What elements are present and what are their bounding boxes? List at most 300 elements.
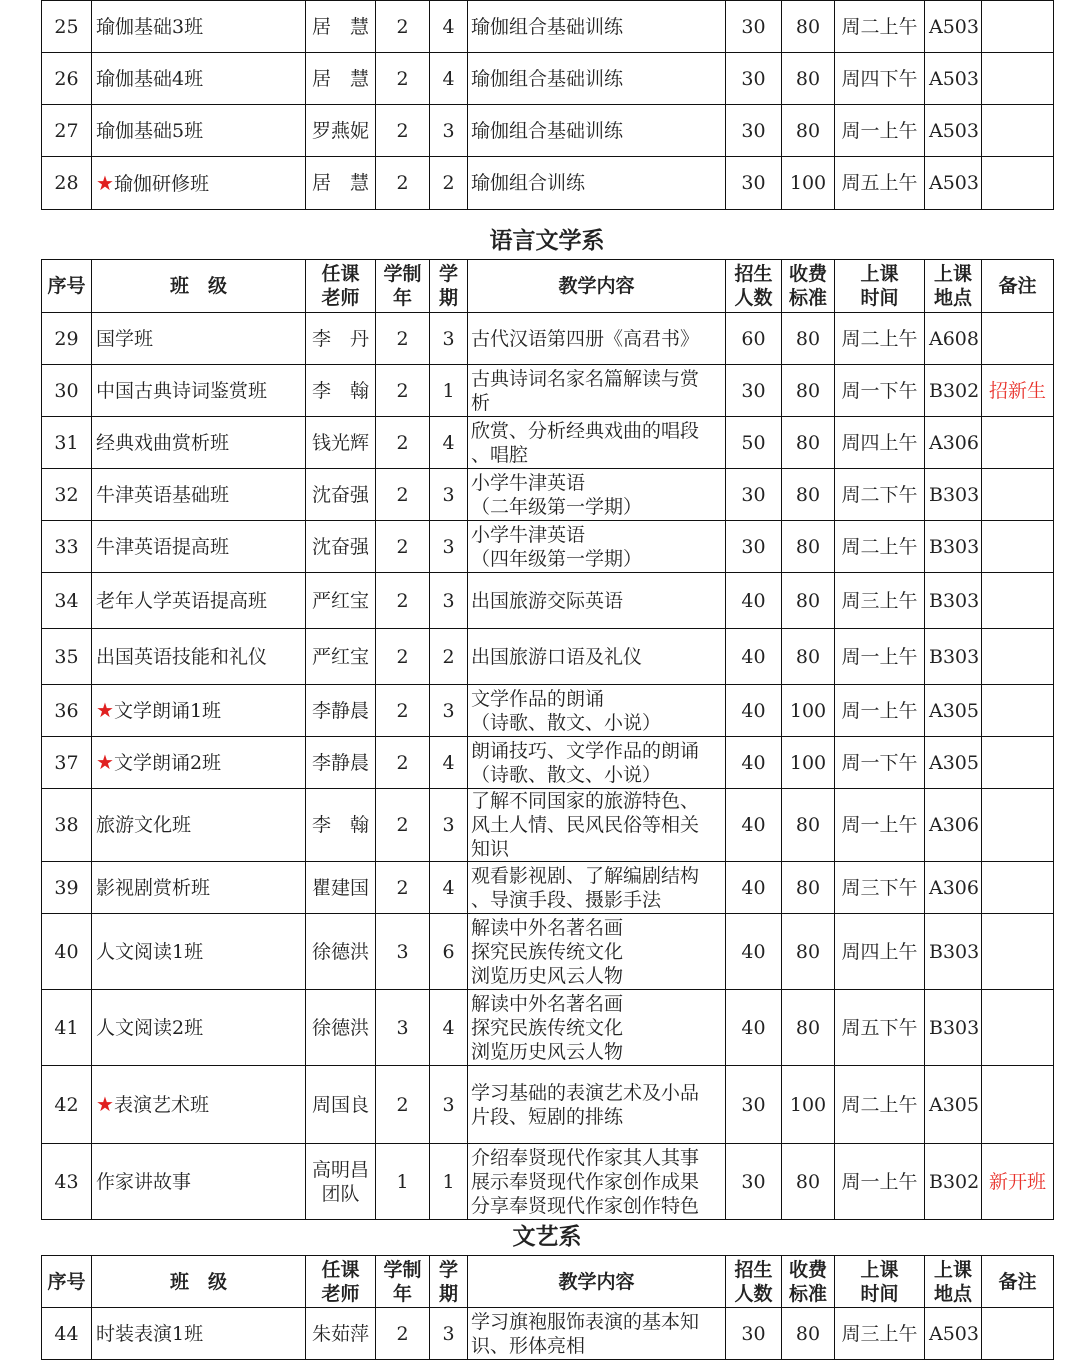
cell-note-text: 新开班 — [988, 1170, 1046, 1193]
cell-time-text: 周一上午 — [841, 699, 918, 722]
cell-years — [376, 990, 430, 1066]
cell-fee-text: 80 — [795, 876, 821, 899]
cell-teacher-text: 高明昌 团队 — [311, 1158, 369, 1205]
cell-enroll-text: 30 — [741, 379, 766, 402]
cell-enroll-text: 40 — [741, 876, 766, 899]
cell-no-text: 33 — [54, 535, 79, 558]
cell-teacher — [306, 1308, 376, 1360]
cell-fee-text: 80 — [795, 15, 821, 38]
cell-enroll — [726, 737, 782, 789]
cell-no-text: 38 — [54, 814, 79, 836]
cell-note — [982, 105, 1054, 157]
cell-note — [982, 862, 1054, 914]
cell-years — [376, 521, 430, 573]
cell-no — [42, 737, 92, 789]
table-row — [42, 914, 1054, 990]
cell-time-text: 周四上午 — [841, 431, 918, 454]
table-row — [42, 53, 1054, 105]
cell-years — [376, 1144, 430, 1220]
cell-teacher — [306, 105, 376, 157]
cell-time — [835, 862, 925, 914]
cell-fee-text: 80 — [795, 645, 821, 668]
star-icon: ★ — [96, 750, 114, 774]
section-title-language: 语言文学系 — [489, 228, 605, 254]
cell-no-text: 31 — [54, 431, 79, 454]
cell-no — [42, 157, 92, 210]
cell-time — [835, 53, 925, 105]
cell-term-text: 3 — [442, 535, 455, 558]
cell-class-name-text: 表演艺术班 — [113, 1094, 209, 1116]
cell-term-text: 3 — [442, 589, 455, 612]
table-row — [42, 573, 1054, 629]
cell-teacher — [306, 53, 376, 105]
cell-room-text: A305 — [929, 699, 979, 722]
cell-fee-text: 80 — [795, 940, 821, 963]
cell-time-text: 周一下午 — [841, 379, 918, 402]
cell-fee — [782, 685, 835, 737]
cell-class-name-text: 文学朗诵1班 — [113, 700, 222, 722]
cell-class-name — [92, 990, 306, 1066]
cell-enroll-text: 40 — [741, 751, 766, 774]
cell-no-text: 36 — [54, 699, 79, 722]
cell-enroll-text: 40 — [741, 1016, 766, 1039]
cell-class-name-text: 作家讲故事 — [96, 1170, 192, 1193]
cell-time-text: 周五上午 — [841, 172, 918, 194]
cell-no-text: 34 — [54, 589, 79, 612]
cell-class-name — [92, 105, 306, 157]
cell-class-name-text: 旅游文化班 — [96, 814, 192, 836]
cell-teacher — [306, 365, 376, 417]
cell-fee-text: 80 — [795, 535, 821, 558]
cell-class-name — [92, 862, 306, 914]
cell-years-text: 2 — [396, 483, 409, 506]
cell-room — [925, 573, 982, 629]
section-title-arts: 文艺系 — [512, 1224, 582, 1250]
cell-term-text: 4 — [442, 876, 455, 899]
cell-enroll — [726, 862, 782, 914]
star-icon: ★ — [96, 170, 114, 195]
cell-no-text: 29 — [54, 327, 79, 350]
cell-fee-text: 100 — [789, 1093, 827, 1116]
cell-years — [376, 862, 430, 914]
header-note: 备注 — [982, 1256, 1054, 1308]
cell-class-name-text: 文学朗诵2班 — [113, 752, 222, 774]
cell-class-name-text: 经典戏曲赏析班 — [96, 431, 230, 454]
cell-class-name-text: 中国古典诗词鉴赏班 — [96, 379, 268, 402]
cell-content-text: 欣赏、分析经典戏曲的唱段 、唱腔 — [471, 419, 700, 466]
cell-time — [835, 469, 925, 521]
table-row — [42, 365, 1054, 417]
cell-time — [835, 737, 925, 789]
cell-term — [430, 417, 468, 469]
cell-enroll-text: 30 — [741, 119, 766, 142]
cell-note — [982, 914, 1054, 990]
cell-no — [42, 1, 92, 53]
cell-room-text: A306 — [929, 814, 979, 836]
cell-fee-text: 80 — [795, 589, 821, 612]
header-teacher: 任课 老师 — [306, 1256, 376, 1308]
cell-term-text: 3 — [442, 327, 455, 350]
cell-room — [925, 1066, 982, 1144]
cell-no-text: 39 — [54, 876, 79, 899]
cell-enroll — [726, 417, 782, 469]
cell-teacher-text: 周国良 — [311, 1093, 369, 1116]
cell-time — [835, 685, 925, 737]
star-icon: ★ — [96, 698, 114, 722]
cell-years — [376, 685, 430, 737]
cell-time-text: 周三上午 — [841, 1322, 918, 1345]
cell-note — [982, 737, 1054, 789]
cell-years-text: 2 — [396, 67, 409, 90]
cell-years-text: 2 — [396, 751, 409, 774]
cell-room-text: A503 — [929, 15, 979, 38]
cell-class-name — [92, 417, 306, 469]
cell-years-text: 2 — [396, 431, 409, 454]
cell-time — [835, 573, 925, 629]
cell-content — [468, 990, 726, 1066]
cell-no — [42, 685, 92, 737]
cell-term-text: 4 — [442, 1016, 455, 1039]
cell-room-text: A306 — [929, 876, 979, 899]
header-term: 学 期 — [430, 260, 468, 313]
cell-time-text: 周四下午 — [841, 67, 918, 90]
cell-years — [376, 914, 430, 990]
cell-fee — [782, 789, 835, 862]
cell-no — [42, 1308, 92, 1360]
table-row — [42, 862, 1054, 914]
cell-content — [468, 105, 726, 157]
cell-content-text: 古典诗词名家名篇解读与赏 析 — [471, 367, 700, 414]
cell-content — [468, 53, 726, 105]
cell-class-name-text: 人文阅读1班 — [96, 940, 204, 963]
cell-note — [982, 313, 1054, 365]
cell-teacher-text: 瞿建国 — [311, 876, 369, 899]
cell-time — [835, 1308, 925, 1360]
cell-time — [835, 990, 925, 1066]
header-fee: 收费 标准 — [782, 260, 835, 313]
header-content: 教学内容 — [468, 260, 726, 313]
cell-content-text: 小学牛津英语 （四年级第一学期） — [471, 523, 643, 570]
cell-teacher-text: 沈奋强 — [311, 535, 369, 558]
cell-years-text: 2 — [396, 814, 409, 836]
cell-room-text: A503 — [929, 67, 979, 90]
cell-term-text: 6 — [442, 940, 455, 963]
cell-no — [42, 105, 92, 157]
cell-room — [925, 1308, 982, 1360]
cell-no-text: 42 — [54, 1093, 79, 1116]
cell-enroll — [726, 914, 782, 990]
cell-fee-text: 80 — [795, 379, 821, 402]
cell-content-text: 解读中外名著名画 探究民族传统文化 浏览历史风云人物 — [471, 916, 624, 987]
cell-years — [376, 1066, 430, 1144]
cell-no — [42, 1066, 92, 1144]
cell-teacher — [306, 417, 376, 469]
cell-term-text: 4 — [442, 431, 455, 454]
cell-room-text: A503 — [929, 1322, 979, 1345]
cell-room-text: B303 — [929, 483, 980, 506]
table-row — [42, 1144, 1054, 1220]
cell-term-text: 4 — [442, 751, 455, 774]
cell-enroll — [726, 469, 782, 521]
cell-enroll-text: 40 — [741, 589, 766, 612]
cell-no-text: 25 — [54, 15, 79, 38]
cell-note — [982, 990, 1054, 1066]
cell-teacher — [306, 521, 376, 573]
cell-class-name-text: 瑜伽基础4班 — [96, 67, 204, 90]
cell-note — [982, 1308, 1054, 1360]
table-row — [42, 469, 1054, 521]
table-row — [42, 685, 1054, 737]
cell-enroll — [726, 313, 782, 365]
cell-no — [42, 862, 92, 914]
cell-time-text: 周二上午 — [841, 535, 918, 558]
cell-room-text: B303 — [929, 645, 980, 668]
cell-note — [982, 1, 1054, 53]
cell-fee — [782, 1144, 835, 1220]
cell-enroll — [726, 365, 782, 417]
cell-content — [468, 365, 726, 417]
yoga-table — [41, 0, 1054, 210]
cell-class-name — [92, 521, 306, 573]
cell-years-text: 2 — [396, 15, 409, 38]
cell-term — [430, 313, 468, 365]
arts-table — [41, 1255, 1054, 1360]
cell-enroll-text: 30 — [741, 1093, 766, 1116]
cell-time — [835, 629, 925, 685]
cell-teacher-text: 居 慧 — [311, 67, 369, 90]
cell-content — [468, 417, 726, 469]
table-header-row — [42, 1256, 1054, 1308]
cell-no-text: 30 — [54, 379, 79, 402]
cell-years-text: 1 — [396, 1170, 409, 1193]
cell-class-name-text: 时装表演1班 — [96, 1322, 204, 1345]
cell-content — [468, 313, 726, 365]
cell-room-text: B302 — [929, 1170, 980, 1193]
header-years: 学制 年 — [376, 1256, 430, 1308]
header-name: 班 级 — [92, 260, 306, 313]
cell-content-text: 小学牛津英语 （二年级第一学期） — [471, 471, 643, 518]
cell-content-text: 古代汉语第四册《高君书》 — [471, 327, 700, 350]
cell-no-text: 28 — [54, 172, 79, 194]
cell-fee — [782, 53, 835, 105]
cell-class-name — [92, 313, 306, 365]
cell-time-text: 周一下午 — [841, 751, 918, 774]
cell-room-text: B302 — [929, 379, 980, 402]
cell-teacher — [306, 685, 376, 737]
cell-years — [376, 573, 430, 629]
cell-room — [925, 365, 982, 417]
cell-content — [468, 1144, 726, 1220]
cell-years-text: 2 — [396, 876, 409, 899]
cell-room — [925, 629, 982, 685]
cell-teacher-text: 徐德洪 — [311, 1016, 369, 1039]
cell-note — [982, 685, 1054, 737]
table-row — [42, 157, 1054, 210]
cell-teacher — [306, 1066, 376, 1144]
cell-class-name — [92, 469, 306, 521]
cell-enroll — [726, 1, 782, 53]
cell-time-text: 周二上午 — [841, 327, 918, 350]
header-room: 上课 地点 — [925, 1256, 982, 1308]
cell-class-name — [92, 573, 306, 629]
cell-content-text: 瑜伽组合基础训练 — [471, 67, 624, 90]
table-row — [42, 737, 1054, 789]
cell-fee-text: 80 — [795, 119, 821, 142]
cell-term — [430, 469, 468, 521]
cell-fee-text: 80 — [795, 483, 821, 506]
cell-term-text: 3 — [442, 483, 455, 506]
cell-years-text: 2 — [396, 172, 409, 194]
cell-fee — [782, 417, 835, 469]
cell-enroll — [726, 1144, 782, 1220]
cell-room — [925, 789, 982, 862]
cell-room — [925, 469, 982, 521]
cell-room — [925, 737, 982, 789]
cell-years-text: 2 — [396, 699, 409, 722]
cell-fee — [782, 990, 835, 1066]
cell-content-text: 瑜伽组合基础训练 — [471, 15, 624, 38]
cell-enroll-text: 30 — [741, 535, 766, 558]
cell-term — [430, 573, 468, 629]
cell-teacher-text: 罗燕妮 — [311, 119, 369, 142]
cell-teacher — [306, 629, 376, 685]
cell-note-text: 招新生 — [988, 379, 1046, 402]
cell-enroll-text: 40 — [741, 645, 766, 668]
cell-time-text: 周一上午 — [841, 645, 918, 668]
cell-years — [376, 1308, 430, 1360]
cell-content-text: 出国旅游交际英语 — [471, 589, 624, 612]
language-table — [41, 259, 1054, 1220]
table-row — [42, 1308, 1054, 1360]
cell-time — [835, 789, 925, 862]
cell-fee — [782, 521, 835, 573]
cell-fee-text: 100 — [789, 699, 827, 722]
cell-content — [468, 629, 726, 685]
cell-years — [376, 157, 430, 210]
cell-content — [468, 573, 726, 629]
cell-years — [376, 417, 430, 469]
cell-room — [925, 521, 982, 573]
table-row — [42, 629, 1054, 685]
cell-no — [42, 1144, 92, 1220]
header-enroll: 招生 人数 — [726, 1256, 782, 1308]
cell-enroll-text: 50 — [741, 431, 766, 454]
cell-time — [835, 1, 925, 53]
cell-room — [925, 157, 982, 210]
cell-fee-text: 100 — [789, 172, 827, 194]
cell-room — [925, 1144, 982, 1220]
header-teacher: 任课 老师 — [306, 260, 376, 313]
cell-room — [925, 1, 982, 53]
cell-class-name — [92, 629, 306, 685]
cell-time — [835, 157, 925, 210]
cell-content — [468, 1308, 726, 1360]
cell-fee-text: 80 — [795, 67, 821, 90]
cell-term — [430, 365, 468, 417]
cell-no — [42, 313, 92, 365]
cell-content — [468, 157, 726, 210]
cell-fee-text: 100 — [789, 751, 827, 774]
cell-years — [376, 737, 430, 789]
cell-content-text: 解读中外名著名画 探究民族传统文化 浏览历史风云人物 — [471, 992, 624, 1063]
cell-years — [376, 53, 430, 105]
cell-content-text: 介绍奉贤现代作家其人其事 展示奉贤现代作家创作成果 分享奉贤现代作家创作特色 — [471, 1146, 700, 1217]
cell-room-text: B303 — [929, 589, 980, 612]
cell-enroll — [726, 629, 782, 685]
cell-room-text: A305 — [929, 751, 979, 774]
cell-term-text: 3 — [442, 699, 455, 722]
cell-years — [376, 469, 430, 521]
cell-fee — [782, 105, 835, 157]
cell-teacher-text: 朱茹萍 — [311, 1322, 369, 1345]
cell-content-text: 朗诵技巧、文学作品的朗诵 （诗歌、散文、小说） — [471, 739, 700, 786]
cell-class-name-text: 瑜伽基础5班 — [96, 119, 204, 142]
cell-fee — [782, 573, 835, 629]
cell-time-text: 周二上午 — [841, 15, 918, 38]
cell-note — [982, 1144, 1054, 1220]
cell-teacher-text: 李 丹 — [311, 327, 369, 350]
cell-teacher-text: 严红宝 — [311, 645, 369, 668]
header-name: 班 级 — [92, 1256, 306, 1308]
table-row — [42, 105, 1054, 157]
cell-room-text: B303 — [929, 1016, 980, 1039]
cell-note — [982, 789, 1054, 862]
cell-room-text: A305 — [929, 1093, 979, 1116]
cell-enroll — [726, 521, 782, 573]
table-row — [42, 313, 1054, 365]
cell-no — [42, 914, 92, 990]
cell-time-text: 周三上午 — [841, 589, 918, 612]
cell-years-text: 3 — [396, 1016, 409, 1039]
cell-years-text: 2 — [396, 1093, 409, 1116]
cell-teacher — [306, 573, 376, 629]
cell-enroll — [726, 1308, 782, 1360]
cell-room — [925, 53, 982, 105]
cell-time — [835, 365, 925, 417]
cell-content — [468, 685, 726, 737]
cell-term — [430, 990, 468, 1066]
cell-term — [430, 1308, 468, 1360]
table-row — [42, 990, 1054, 1066]
cell-note — [982, 157, 1054, 210]
cell-class-name — [92, 737, 306, 789]
cell-no-text: 32 — [54, 483, 79, 506]
cell-fee — [782, 629, 835, 685]
cell-teacher-text: 居 慧 — [311, 15, 369, 38]
table-header-row — [42, 260, 1054, 313]
cell-content — [468, 521, 726, 573]
cell-note — [982, 573, 1054, 629]
cell-fee-text: 80 — [795, 431, 821, 454]
cell-time-text: 周五下午 — [841, 1016, 918, 1039]
cell-enroll — [726, 105, 782, 157]
cell-teacher-text: 沈奋强 — [311, 483, 369, 506]
cell-class-name-text: 影视剧赏析班 — [96, 876, 211, 899]
cell-enroll — [726, 990, 782, 1066]
cell-teacher — [306, 469, 376, 521]
header-term: 学 期 — [430, 1256, 468, 1308]
cell-class-name — [92, 1144, 306, 1220]
table-row — [42, 1, 1054, 53]
cell-years — [376, 105, 430, 157]
cell-content — [468, 469, 726, 521]
cell-years-text: 2 — [396, 119, 409, 142]
header-enroll: 招生 人数 — [726, 260, 782, 313]
cell-no-text: 40 — [54, 940, 79, 963]
cell-enroll — [726, 685, 782, 737]
cell-teacher-text: 钱光辉 — [311, 431, 369, 454]
cell-note — [982, 53, 1054, 105]
